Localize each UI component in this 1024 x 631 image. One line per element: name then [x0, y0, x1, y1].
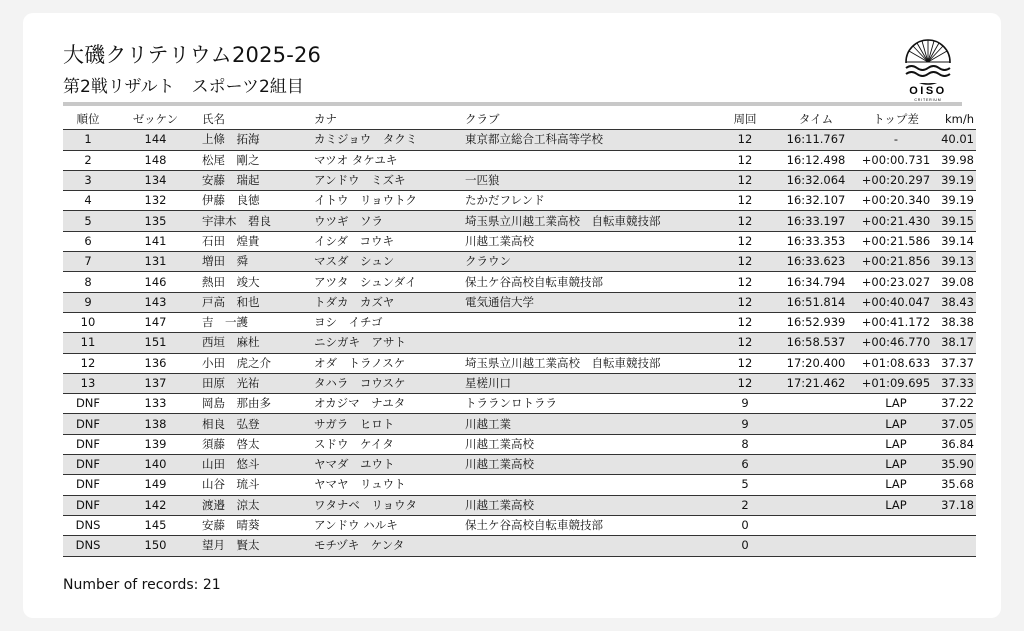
cell-bib: 133: [113, 394, 198, 414]
cell-gap: +00:41.172: [861, 312, 931, 332]
table-row: [63, 150, 976, 170]
cell-kana: アンドウ ミズキ: [310, 170, 461, 190]
cell-laps: 0: [719, 515, 771, 535]
table-row: [63, 333, 976, 353]
cell-time: [771, 455, 861, 475]
cell-bib: 149: [113, 475, 198, 495]
table-row: [63, 252, 976, 272]
cell-time: 16:32.064: [771, 170, 861, 190]
cell-rank: 1: [63, 130, 113, 150]
cell-gap: +00:46.770: [861, 333, 931, 353]
cell-gap: LAP: [861, 455, 931, 475]
cell-bib: 144: [113, 130, 198, 150]
col-header-bib: ゼッケン: [113, 110, 198, 130]
cell-kmh: [931, 515, 976, 535]
cell-name: 戸高 和也: [198, 292, 310, 312]
cell-kana: オダ トラノスケ: [310, 353, 461, 373]
cell-name: 安藤 晴葵: [198, 515, 310, 535]
cell-kana: ヤマヤ リュウト: [310, 475, 461, 495]
cell-kana: トダカ カズヤ: [310, 292, 461, 312]
cell-gap: +00:21.586: [861, 231, 931, 251]
cell-laps: 5: [719, 475, 771, 495]
cell-gap: +01:08.633: [861, 353, 931, 373]
cell-bib: 141: [113, 231, 198, 251]
cell-time: 16:52.939: [771, 312, 861, 332]
table-row: [63, 394, 976, 414]
cell-club: 川越工業高校: [461, 434, 719, 454]
table-row: [63, 434, 976, 454]
col-header-club: クラブ: [461, 110, 719, 130]
cell-name: 増田 舜: [198, 252, 310, 272]
cell-club: [461, 333, 719, 353]
cell-kmh: 39.19: [931, 191, 976, 211]
cell-time: [771, 536, 861, 556]
cell-bib: 140: [113, 455, 198, 475]
cell-name: 伊藤 良徳: [198, 191, 310, 211]
cell-club: 東京都立総合工科高等学校: [461, 130, 719, 150]
cell-name: 山田 悠斗: [198, 455, 310, 475]
results-body: [63, 130, 976, 556]
cell-time: 16:33.197: [771, 211, 861, 231]
cell-gap: LAP: [861, 394, 931, 414]
cell-gap: +00:20.340: [861, 191, 931, 211]
table-row: [63, 495, 976, 515]
cell-bib: 138: [113, 414, 198, 434]
cell-kana: ニシガキ アサト: [310, 333, 461, 353]
cell-bib: 135: [113, 211, 198, 231]
cell-bib: 151: [113, 333, 198, 353]
cell-laps: 9: [719, 414, 771, 434]
cell-kmh: 37.22: [931, 394, 976, 414]
cell-rank: 9: [63, 292, 113, 312]
col-header-rank: 順位: [63, 110, 113, 130]
cell-club: 保土ケ谷高校自転車競技部: [461, 515, 719, 535]
cell-kmh: 37.18: [931, 495, 976, 515]
cell-gap: LAP: [861, 475, 931, 495]
cell-rank: DNF: [63, 394, 113, 414]
cell-club: 埼玉県立川越工業高校 自転車競技部: [461, 353, 719, 373]
cell-club: 電気通信大学: [461, 292, 719, 312]
cell-rank: DNS: [63, 536, 113, 556]
cell-kana: スドウ ケイタ: [310, 434, 461, 454]
cell-time: 16:34.794: [771, 272, 861, 292]
cell-laps: 12: [719, 150, 771, 170]
col-header-time: タイム: [771, 110, 861, 130]
cell-club: クラウン: [461, 252, 719, 272]
cell-gap: +00:21.430: [861, 211, 931, 231]
cell-name: 田原 光祐: [198, 373, 310, 393]
page-title: 大磯クリテリウム2025-26: [63, 43, 322, 67]
cell-time: [771, 414, 861, 434]
cell-rank: 8: [63, 272, 113, 292]
cell-name: 山谷 琉斗: [198, 475, 310, 495]
cell-kana: ウツギ ソラ: [310, 211, 461, 231]
table-row: [63, 292, 976, 312]
cell-bib: 148: [113, 150, 198, 170]
cell-bib: 137: [113, 373, 198, 393]
cell-name: 渡邉 涼太: [198, 495, 310, 515]
col-header-name: 氏名: [198, 110, 310, 130]
table-row: [63, 515, 976, 535]
cell-club: 埼玉県立川越工業高校 自転車競技部: [461, 211, 719, 231]
cell-time: 16:32.107: [771, 191, 861, 211]
cell-bib: 143: [113, 292, 198, 312]
table-row: [63, 353, 976, 373]
cell-club: [461, 150, 719, 170]
cell-name: 望月 賢太: [198, 536, 310, 556]
cell-laps: 2: [719, 495, 771, 515]
cell-kana: アツタ シュンダイ: [310, 272, 461, 292]
cell-name: 西垣 麻杜: [198, 333, 310, 353]
table-row: [63, 414, 976, 434]
cell-time: 16:11.767: [771, 130, 861, 150]
cell-laps: 12: [719, 191, 771, 211]
cell-club: 星槎川口: [461, 373, 719, 393]
cell-time: 16:12.498: [771, 150, 861, 170]
cell-time: 16:33.623: [771, 252, 861, 272]
cell-gap: +00:21.856: [861, 252, 931, 272]
logo-text: OISO: [909, 85, 947, 97]
cell-bib: 132: [113, 191, 198, 211]
cell-laps: 12: [719, 333, 771, 353]
cell-gap: LAP: [861, 434, 931, 454]
cell-kmh: 35.90: [931, 455, 976, 475]
cell-bib: 136: [113, 353, 198, 373]
cell-club: 川越工業高校: [461, 495, 719, 515]
cell-club: 川越工業高校: [461, 231, 719, 251]
cell-name: 松尾 剛之: [198, 150, 310, 170]
cell-kana: イシダ コウキ: [310, 231, 461, 251]
col-header-kmh: km/h: [931, 110, 976, 130]
cell-club: [461, 475, 719, 495]
cell-name: 岡島 那由多: [198, 394, 310, 414]
cell-kmh: 39.98: [931, 150, 976, 170]
table-row: [63, 231, 976, 251]
cell-rank: 11: [63, 333, 113, 353]
cell-kana: オカジマ ナユタ: [310, 394, 461, 414]
cell-kmh: 37.05: [931, 414, 976, 434]
table-row: [63, 191, 976, 211]
cell-kana: アンドウ ハルキ: [310, 515, 461, 535]
cell-rank: 2: [63, 150, 113, 170]
cell-kmh: 38.17: [931, 333, 976, 353]
cell-laps: 9: [719, 394, 771, 414]
page-subtitle: 第2戦リザルト スポーツ2組目: [63, 77, 304, 97]
cell-time: [771, 434, 861, 454]
cell-kmh: 39.13: [931, 252, 976, 272]
cell-gap: [861, 515, 931, 535]
results-table: [63, 110, 976, 557]
cell-kana: モチヅキ ケンタ: [310, 536, 461, 556]
cell-laps: 12: [719, 252, 771, 272]
cell-laps: 12: [719, 231, 771, 251]
cell-name: 石田 煌貴: [198, 231, 310, 251]
cell-laps: 12: [719, 130, 771, 150]
cell-club: 保土ケ谷高校自転車競技部: [461, 272, 719, 292]
cell-bib: 145: [113, 515, 198, 535]
cell-kmh: 39.08: [931, 272, 976, 292]
cell-time: 16:33.353: [771, 231, 861, 251]
cell-rank: 3: [63, 170, 113, 190]
cell-gap: +00:40.047: [861, 292, 931, 312]
cell-gap: LAP: [861, 414, 931, 434]
cell-kmh: 39.19: [931, 170, 976, 190]
cell-rank: 5: [63, 211, 113, 231]
cell-kana: イトウ リョウトク: [310, 191, 461, 211]
cell-laps: 6: [719, 455, 771, 475]
cell-time: [771, 515, 861, 535]
cell-kmh: 38.38: [931, 312, 976, 332]
col-header-gap: トップ差: [861, 110, 931, 130]
cell-gap: +00:20.297: [861, 170, 931, 190]
cell-kana: ワタナベ リョウタ: [310, 495, 461, 515]
cell-laps: 0: [719, 536, 771, 556]
table-row: [63, 455, 976, 475]
logo-subtext: CRITERIUM: [914, 98, 942, 102]
cell-time: [771, 394, 861, 414]
cell-name: 宇津木 碧良: [198, 211, 310, 231]
col-header-kana: カナ: [310, 110, 461, 130]
cell-time: 16:51.814: [771, 292, 861, 312]
cell-time: [771, 475, 861, 495]
records-count: Number of records: 21: [63, 577, 221, 593]
cell-laps: 12: [719, 373, 771, 393]
cell-bib: 139: [113, 434, 198, 454]
cell-rank: 10: [63, 312, 113, 332]
cell-rank: 6: [63, 231, 113, 251]
cell-kana: タハラ コウスケ: [310, 373, 461, 393]
cell-club: [461, 536, 719, 556]
table-row: [63, 312, 976, 332]
cell-laps: 12: [719, 292, 771, 312]
cell-rank: 7: [63, 252, 113, 272]
cell-kmh: 38.43: [931, 292, 976, 312]
cell-gap: +00:00.731: [861, 150, 931, 170]
cell-gap: +01:09.695: [861, 373, 931, 393]
cell-bib: 147: [113, 312, 198, 332]
cell-rank: DNF: [63, 434, 113, 454]
cell-time: [771, 495, 861, 515]
cell-bib: 150: [113, 536, 198, 556]
cell-kmh: 35.68: [931, 475, 976, 495]
cell-bib: 134: [113, 170, 198, 190]
cell-kmh: 39.14: [931, 231, 976, 251]
cell-rank: 4: [63, 191, 113, 211]
cell-kmh: 37.37: [931, 353, 976, 373]
cell-kana: カミジョウ タクミ: [310, 130, 461, 150]
cell-name: 須藤 啓太: [198, 434, 310, 454]
cell-kmh: 37.33: [931, 373, 976, 393]
cell-bib: 131: [113, 252, 198, 272]
cell-name: 相良 弘登: [198, 414, 310, 434]
cell-kmh: 40.01: [931, 130, 976, 150]
cell-club: [461, 312, 719, 332]
cell-gap: LAP: [861, 495, 931, 515]
cell-bib: 142: [113, 495, 198, 515]
cell-laps: 12: [719, 211, 771, 231]
table-row: [63, 475, 976, 495]
cell-laps: 12: [719, 353, 771, 373]
cell-gap: [861, 536, 931, 556]
cell-bib: 146: [113, 272, 198, 292]
cell-time: 16:58.537: [771, 333, 861, 353]
cell-laps: 12: [719, 170, 771, 190]
cell-rank: DNF: [63, 475, 113, 495]
table-row: [63, 536, 976, 556]
cell-rank: DNF: [63, 455, 113, 475]
cell-rank: DNF: [63, 414, 113, 434]
table-header-row: [63, 110, 976, 130]
cell-kana: ヤマダ ユウト: [310, 455, 461, 475]
cell-time: 17:20.400: [771, 353, 861, 373]
oiso-logo: [895, 37, 961, 103]
cell-kana: マスダ シュン: [310, 252, 461, 272]
cell-kana: マツオ タケユキ: [310, 150, 461, 170]
cell-gap: -: [861, 130, 931, 150]
table-row: [63, 272, 976, 292]
cell-club: 一匹狼: [461, 170, 719, 190]
cell-club: トラランロトララ: [461, 394, 719, 414]
cell-rank: DNF: [63, 495, 113, 515]
cell-name: 熱田 竣大: [198, 272, 310, 292]
cell-time: 17:21.462: [771, 373, 861, 393]
cell-laps: 8: [719, 434, 771, 454]
cell-club: 川越工業: [461, 414, 719, 434]
cell-club: たかだフレンド: [461, 191, 719, 211]
table-row: [63, 373, 976, 393]
cell-rank: DNS: [63, 515, 113, 535]
cell-name: 上條 拓海: [198, 130, 310, 150]
cell-club: 川越工業高校: [461, 455, 719, 475]
cell-kana: ヨシ イチゴ: [310, 312, 461, 332]
cell-rank: 13: [63, 373, 113, 393]
cell-kmh: 36.84: [931, 434, 976, 454]
table-row: [63, 211, 976, 231]
cell-gap: +00:23.027: [861, 272, 931, 292]
cell-laps: 12: [719, 312, 771, 332]
cell-laps: 12: [719, 272, 771, 292]
table-row: [63, 130, 976, 150]
cell-kmh: [931, 536, 976, 556]
cell-name: 小田 虎之介: [198, 353, 310, 373]
col-header-laps: 周回: [719, 110, 771, 130]
cell-rank: 12: [63, 353, 113, 373]
cell-kmh: 39.15: [931, 211, 976, 231]
cell-name: 安藤 瑞起: [198, 170, 310, 190]
results-sheet: [23, 13, 1001, 618]
header-rule: [63, 102, 962, 106]
cell-name: 吉 一護: [198, 312, 310, 332]
table-row: [63, 170, 976, 190]
cell-kana: サガラ ヒロト: [310, 414, 461, 434]
